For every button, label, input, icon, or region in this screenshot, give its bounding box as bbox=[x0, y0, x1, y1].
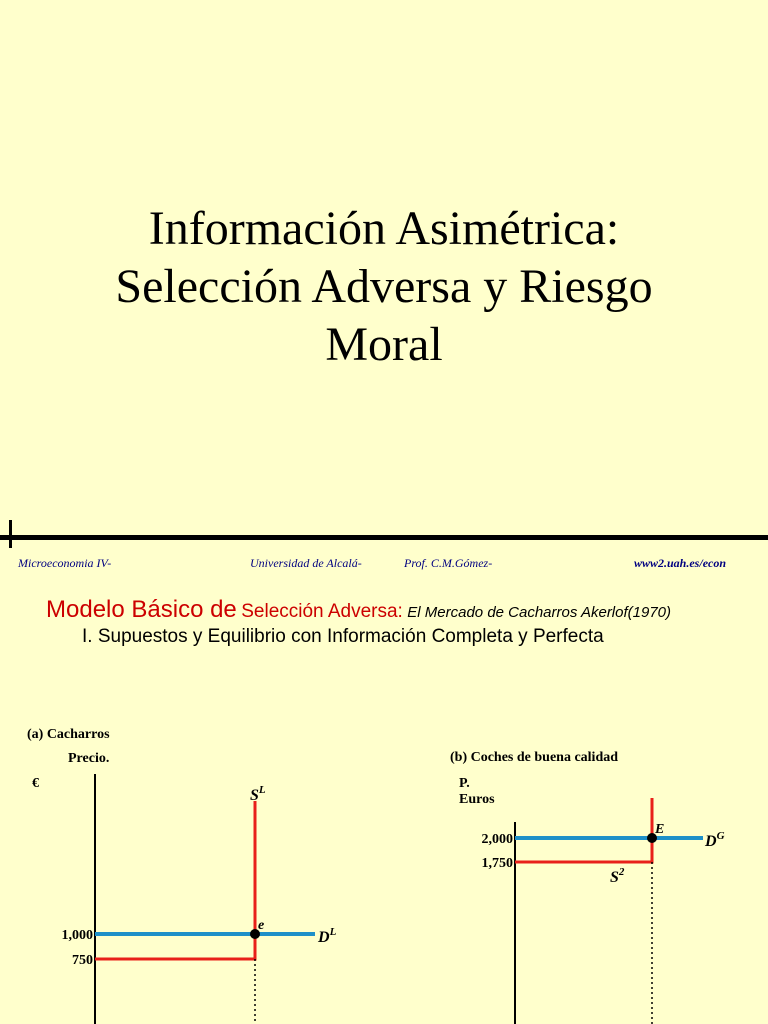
chart-b-tick-label-0: 2,000 bbox=[481, 832, 513, 847]
slide-title: Información Asimétrica: Selección Adversa y Riesgo Moral bbox=[115, 202, 653, 371]
footer-course: Microeconomia IV- bbox=[18, 556, 112, 570]
chart-b-tick-label-1: 1,750 bbox=[481, 856, 513, 871]
chart-a-unit: € bbox=[32, 776, 39, 791]
chart-b-title: (b) Coches de buena calidad bbox=[450, 750, 619, 765]
footer-url[interactable]: www2.uah.es/econ bbox=[634, 556, 727, 570]
footer-university: Universidad de Alcalá- bbox=[250, 556, 362, 570]
slide-divider bbox=[0, 535, 768, 540]
chart-a-supply-label: $S^L$ bbox=[250, 784, 266, 804]
heading-part-2: Selección Adversa: bbox=[241, 601, 403, 622]
chart-b-demand-label: $D^G$ bbox=[705, 830, 725, 850]
chart-a-title: (a) Cacharros bbox=[27, 727, 110, 742]
slide-heading bbox=[46, 596, 671, 624]
chart-a-ylabel: Precio. bbox=[68, 751, 110, 766]
chart-a-tick-label-0: 1,000 bbox=[61, 928, 93, 943]
chart-a-demand-label: $D^L$ bbox=[318, 926, 337, 946]
chart-b-ylabel: P. bbox=[459, 776, 470, 791]
chart-a-tick-label-1: 750 bbox=[72, 953, 93, 968]
heading-part-3: El Mercado de Cacharros Akerlof(1970) bbox=[407, 604, 672, 621]
chart-b-supply-line bbox=[515, 798, 652, 862]
heading-part-1: Modelo Básico de bbox=[46, 596, 237, 623]
chart-b-equilibrium-label: E bbox=[655, 822, 665, 837]
charts-area bbox=[0, 710, 768, 1024]
chart-b bbox=[450, 750, 725, 1024]
chart-a-equilibrium-label: e bbox=[258, 918, 265, 933]
chart-b-supply-label: $S^2$ bbox=[610, 866, 625, 886]
slide-divider-tick bbox=[9, 520, 12, 548]
slide-subheading: I. Supuestos y Equilibrio con Información Completa y Perfecta bbox=[82, 626, 604, 647]
footer-professor: Prof. C.M.Gómez- bbox=[404, 556, 493, 570]
chart-a bbox=[27, 727, 337, 1024]
chart-b-ylabel2: Euros bbox=[459, 792, 495, 807]
